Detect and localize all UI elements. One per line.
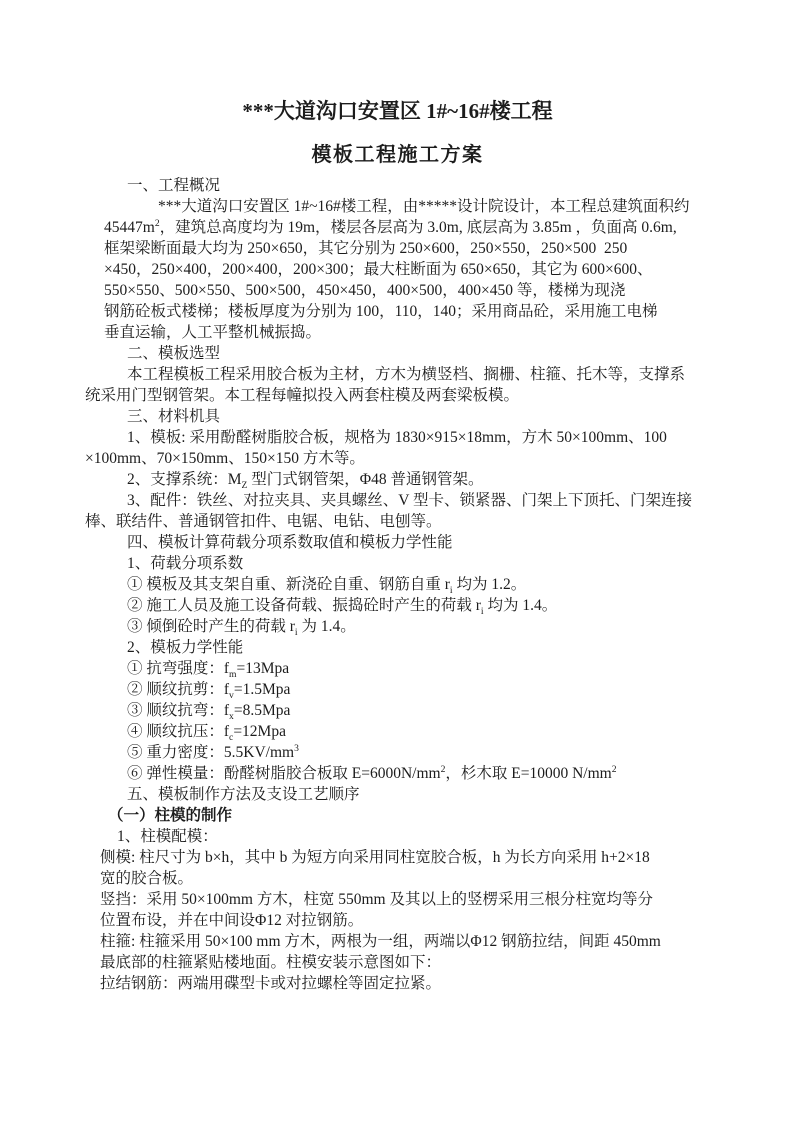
section-heading-3: 三、材料机具: [127, 408, 221, 425]
text-line: 本工程模板工程采用胶合板为主材，方木为横竖档、搁栅、柱箍、托木等，支撑系: [127, 366, 686, 383]
text-line: $45447m^2$，建筑总高度均为 19m，楼层各层高为 3.0m, 底层高为 3.85m ，负面高 0.6m,: [104, 217, 677, 236]
text-line: 最底部的柱箍紧贴楼地面。柱模安装示意图如下：: [100, 954, 442, 971]
circled-list-item: ⑤ 重力密度：$5.5KV/mm^3$: [127, 742, 299, 761]
circled-list-item: ④ 顺纹抗压：$f_c=12Mpa$: [127, 723, 286, 744]
list-item: 2、模板力学性能: [127, 639, 244, 656]
text-line: 位置布设，并在中间设Φ12 对拉钢筋。: [100, 912, 364, 929]
circled-list-item: ① 模板及其支架自重、新浇砼自重、钢筋自重 $r_i$ 均为 1.2。: [127, 576, 527, 597]
section-heading-4: 四、模板计算荷载分项系数取值和模板力学性能: [127, 534, 453, 551]
circled-list-item: ③ 顺纹抗弯：$f_x=8.5Mpa$: [127, 702, 291, 723]
list-item: 3、配件：铁丝、对拉夹具、夹具螺丝、V 型卡、锁紧器、门架上下顶托、门架连接: [127, 492, 693, 509]
text-line: 统采用门型钢管架。本工程每幢拟投入两套柱模及两套梁板模。: [85, 387, 520, 404]
text-line: 框架梁断面最大均为 250×650，其它分别为 250×600，250×550，250×500 250: [104, 240, 628, 257]
list-item: 1、模板: 采用酚醛树脂胶合板，规格为 1830×915×18mm，方木 50×100mm、100: [127, 429, 667, 446]
text-line: 550×550、500×550、500×500，450×450，400×500，400×450 等，楼梯为现浇: [104, 282, 626, 299]
text-line: 柱箍: 柱箍采用 50×100 mm 方木，两根为一组，两端以Φ12 钢筋拉结，间距 450mm: [100, 933, 661, 950]
circled-list-item: ② 顺纹抗剪：$f_v=1.5Mpa$: [127, 681, 291, 702]
document-subtitle: 模板工程施工方案: [311, 144, 484, 166]
text-line: ***大道沟口安置区 1#~16#楼工程，由*****设计院设计，本工程总建筑面积约: [158, 198, 690, 215]
text-line: ×100mm、70×150mm、150×150 方木等。: [85, 450, 365, 467]
document-title: ***大道沟口安置区 1#~16#楼工程: [242, 99, 553, 123]
section-heading-2: 二、模板选型: [127, 345, 221, 362]
text-line: 垂直运输，人工平整机械振捣。: [104, 324, 322, 341]
text-line: 棒、联结件、普通钢管扣件、电锯、电钻、电刨等。: [85, 513, 442, 530]
text-line: ×450，250×400，200×400，200×300；最大柱断面为 650×650，其它为 600×600、: [104, 261, 653, 278]
text-line: 钢筋砼板式楼梯；楼板厚度为分别为 100，110，140；采用商品砼，采用施工电梯: [104, 303, 658, 320]
circled-list-item: ③ 倾倒砼时产生的荷载 $r_i$ 为 1.4。: [127, 618, 356, 639]
subsection-heading: （一）柱模的制作: [108, 807, 233, 824]
list-item: 1、荷载分项系数: [127, 555, 244, 572]
text-line: 宽的胶合板。: [100, 870, 194, 887]
circled-list-item: ⑥ 弹性模量：酚醛树脂胶合板取 $E=6000N/mm^2$，杉木取 E=10000 $N/mm^2$: [127, 763, 617, 782]
text-line: 侧模: 柱尺寸为 b×h，其中 b 为短方向采用同柱宽胶合板，h 为长方向采用 h+2×18: [100, 849, 650, 866]
list-item: 1、柱模配模：: [117, 828, 218, 845]
circled-list-item: ② 施工人员及施工设备荷载、振捣砼时产生的荷载 $r_i$ 均为 1.4。: [127, 597, 558, 618]
circled-list-item: ① 抗弯强度：$f_m=13Mpa$: [127, 660, 290, 681]
section-heading-1: 一、工程概况: [127, 177, 221, 194]
text-line: 竖挡：采用 50×100mm 方木，柱宽 550mm 及其以上的竖楞采用三根分柱宽均等分: [100, 891, 653, 908]
section-heading-5: 五、模板制作方法及支设工艺顺序: [127, 786, 360, 803]
list-item: 2、支撑系统：$M_Z$ 型门式钢管架，Φ48 普通钢管架。: [127, 471, 484, 492]
text-line: 拉结钢筋：两端用碟型卡或对拉螺栓等固定拉紧。: [100, 975, 442, 992]
